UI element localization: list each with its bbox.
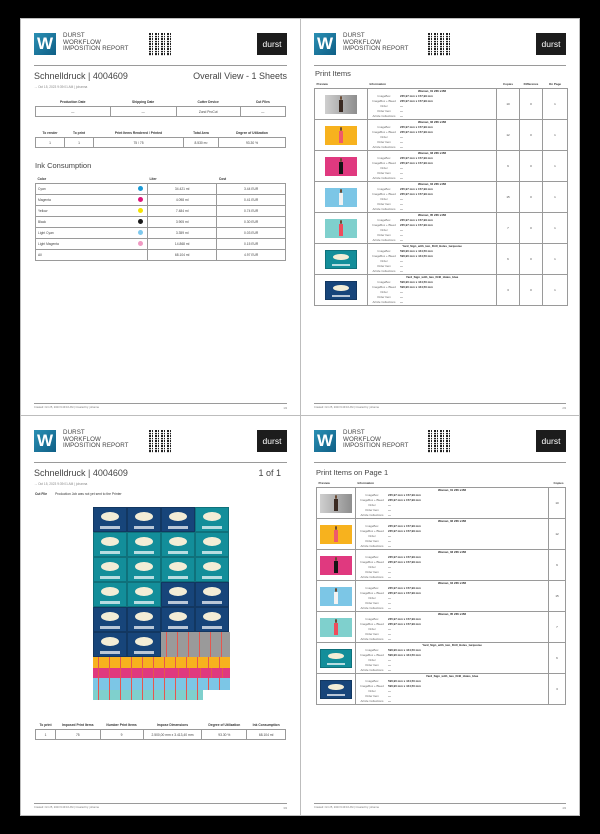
report-page-items-on-page (300, 415, 580, 816)
light-cyan-swatch-icon (138, 230, 143, 235)
report-page-overview (20, 18, 301, 416)
page-title: Print Items (315, 69, 351, 78)
woman-photo-thumbnail (320, 494, 352, 513)
page-footer: Created: Oct 25, 2023 9:49:16 AM | Created by: johanna 2/3 (314, 403, 566, 409)
cut-file-row: Cut File Production Job was not yet sent to the Printer (35, 492, 122, 496)
durst-logo: durst (257, 33, 287, 55)
print-items-on-page-table: Preview Information Copies Woman_01 236 x158 ImageBox 235,97 mm x 157,99 mm ImageBox + Bleed 235,97 mm x 157,99 mm Order — Order Item — Article Collections — 10 Woman_02 236 x158 ImageBox 235,97 mm x 157,99 mm ImageBox + Bleed 235,97 mm x 157,99 mm Order — Order Item — Article Collections — 12 Woman_03 236 x158 ImageBox 235,97 mm x 157,99 mm ImageBox + Bleed 235,97 mm x 157,99 mm Order — Order Item — Article Collections — 9 Woman_04 236 x158 ImageBox 235,97 mm x 157,99 mm ImageBox + Bleed 235,97 mm x 157,99 mm Order — Order Item — Article Collections — 15 Woman_05 236 x158 ImageBox 235,97 mm x 157,99 mm ImageBox + Bleed 235,97 mm x 157,99 mm Order — Order Item — Article Collections — 7 Yard_Sign_with_two_Drill_Holes_turquoise ImageBox 596,90 mm x 444,50 mm ImageBox + Bleed 596,90 mm x 444,50 mm Order — Order Item — Article Collections — 6 Yard_Sign_with_two_Drill_Holes_blue ImageBox 596,90 mm x 444,50 mm ImageBox + Bleed 596,90 mm x 444,50 mm Order — Order Item — Article Collections — 3 (318, 481, 564, 703)
header-divider (314, 462, 566, 463)
print-item-row: Woman_02 236 x158 ImageBox 235,97 mm x 157,99 mm ImageBox + Bleed 235,97 mm x 157,99 mm Order — Order Item — Article Collections — 12 0 1 (315, 120, 568, 151)
page-title: Schnelldruck | 4004609 Overall View - 1 Sheets (34, 71, 287, 81)
brand-text: DURST WORKFLOW IMPOSITION REPORT (343, 32, 409, 53)
print-item-row: Woman_04 236 x158 ImageBox 235,97 mm x 157,99 mm ImageBox + Bleed 235,97 mm x 157,99 mm Order — Order Item — Article Collections — 15 (317, 581, 566, 612)
print-item-row: Woman_05 236 x158 ImageBox 235,97 mm x 157,99 mm ImageBox + Bleed 235,97 mm x 157,99 mm Order — Order Item — Article Collections — 7 0 1 (315, 213, 568, 244)
item-information: Woman_02 236 x158 ImageBox 235,97 mm x 157,99 mm ImageBox + Bleed 235,97 mm x 157,99 mm Order — Order Item — Article Collections — (356, 519, 549, 550)
report-header (34, 430, 287, 458)
print-item-row: Woman_01 236 x158 ImageBox 235,97 mm x 157,99 mm ImageBox + Bleed 235,97 mm x 157,99 mm Order — Order Item — Article Collections — 10 0 1 (315, 89, 568, 120)
item-information: Woman_04 236 x158 ImageBox 235,97 mm x 157,99 mm ImageBox + Bleed 235,97 mm x 157,99 mm Order — Order Item — Article Collections — (368, 182, 497, 213)
item-information: Yard_Sign_with_two_Drill_Holes_turquoise ImageBox 596,90 mm x 444,50 mm ImageBox + Bleed 596,90 mm x 444,50 mm Order — Order Item — Article Collections — (356, 643, 549, 674)
page-title: Schnelldruck | 4004609 1 of 1 (34, 468, 281, 478)
ink-row: Light Magenta 14.868 ml 0.15 EUR (36, 239, 286, 250)
workflow-logo-icon: W (34, 430, 56, 452)
item-information: Yard_Sign_with_two_Drill_Holes_blue ImageBox 596,90 mm x 444,50 mm ImageBox + Bleed 596,90 mm x 444,50 mm Order — Order Item — Article Collections — (368, 275, 497, 306)
print-item-row: Yard_Sign_with_two_Drill_Holes_turquoise ImageBox 596,90 mm x 444,50 mm ImageBox + Bleed 596,90 mm x 444,50 mm Order — Order Item — Article Collections — 6 0 1 (315, 244, 568, 275)
ink-table: Color Liter Cost Cyan 34.421 ml 3.44 EUR Magenta 4.098 ml 0.41 EUR Yellow 7.484 ml 0.74 EUR Black 3.905 ml 0.30 EUR Light Cyan 3.359 ml 0.03 EUR Light Magenta 14.868 ml 0.15 EUR All 68.104 ml 4.97 EUR (35, 175, 286, 261)
ink-consumption-title: Ink Consumption (35, 161, 92, 170)
report-header (314, 33, 566, 61)
report-header (314, 430, 566, 458)
woman-photo-thumbnail (320, 525, 352, 544)
woman-photo-thumbnail (320, 556, 352, 575)
item-information: Woman_01 236 x158 ImageBox 235,97 mm x 157,99 mm ImageBox + Bleed 235,97 mm x 157,99 mm Order — Order Item — Article Collections — (368, 89, 497, 120)
job-meta: → Oct 15, 2023 9:39:01 AM | johanna (34, 482, 88, 486)
print-item-row: Woman_03 236 x158 ImageBox 235,97 mm x 157,99 mm ImageBox + Bleed 235,97 mm x 157,99 mm Order — Order Item — Article Collections — 9 0 1 (315, 151, 568, 182)
header-divider (34, 462, 287, 463)
item-information: Yard_Sign_with_two_Drill_Holes_blue ImageBox 596,90 mm x 444,50 mm ImageBox + Bleed 596,90 mm x 444,50 mm Order — Order Item — Article Collections — (356, 674, 549, 705)
item-information: Woman_01 236 x158 ImageBox 235,97 mm x 157,99 mm ImageBox + Bleed 235,97 mm x 157,99 mm Order — Order Item — Article Collections — (356, 488, 549, 519)
magenta-swatch-icon (138, 197, 143, 202)
black-swatch-icon (138, 219, 143, 224)
qr-code-icon (149, 33, 172, 56)
qr-code-icon (428, 33, 451, 56)
cyan-swatch-icon (138, 186, 143, 191)
workflow-logo-icon: W (34, 33, 56, 55)
item-information: Woman_05 236 x158 ImageBox 235,97 mm x 157,99 mm ImageBox + Bleed 235,97 mm x 157,99 mm Order — Order Item — Article Collections — (368, 213, 497, 244)
page-footer: Created: Oct 25, 2023 9:49:16 AM | Created by: johanna 4/3 (314, 803, 566, 809)
woman-photo-thumbnail (325, 188, 357, 207)
ink-row: Cyan 34.421 ml 3.44 EUR (36, 184, 286, 195)
brand-text: DURST WORKFLOW IMPOSITION REPORT (343, 429, 409, 450)
ink-row-total: All 68.104 ml 4.97 EUR (36, 250, 286, 261)
woman-photo-thumbnail (325, 126, 357, 145)
ink-row: Magenta 4.098 ml 0.41 EUR (36, 195, 286, 206)
print-items-table: Preview Information Copies Difference On Page Woman_01 236 x158 ImageBox 235,97 mm x 157,99 mm ImageBox + Bleed 235,97 mm x 157,99 mm Order — Order Item — Article Collections — 10 0 1 Woman_02 236 x158 ImageBox 235,97 mm x 157,99 mm ImageBox + Bleed 235,97 mm x 157,99 mm Order — Order Item — Article Collections — 12 0 1 Woman_03 236 x158 ImageBox 235,97 mm x 157,99 mm ImageBox + Bleed 235,97 mm x 157,99 mm Order — Order Item — Article Collections — 9 0 1 Woman_04 236 x158 ImageBox 235,97 mm x 157,99 mm ImageBox + Bleed 235,97 mm x 157,99 mm Order — Order Item — Article Collections — 15 0 1 Woman_05 236 x158 ImageBox 235,97 mm x 157,99 mm ImageBox + Bleed 235,97 mm x 157,99 mm Order — Order Item — Article Collections — 7 0 1 Yard_Sign_with_two_Drill_Holes_turquoise ImageBox 596,90 mm x 444,50 mm ImageBox + Bleed 596,90 mm x 444,50 mm Order — Order Item — Article Collections — 6 0 1 Yard_Sign_with_two_Drill_Holes_blue ImageBox 596,90 mm x 444,50 mm ImageBox + Bleed 596,90 mm x 444,50 mm Order — Order Item — Article Collections — 3 0 1 (314, 80, 568, 306)
report-page-print-items (300, 18, 580, 416)
ink-row: Black 3.905 ml 0.30 EUR (36, 217, 286, 228)
report-page-sheet-view (20, 415, 301, 816)
imposition-sheet-preview (93, 507, 230, 715)
sheet-summary-table: To print Imposed Print Items Number Print Items Impose Dimensions Degree of Utilization Ink Consumption 1 75 9 2.500,00 mm x 3.413,40 mm 93.30 % 68.104 ml (35, 721, 286, 740)
job-meta: → Oct 15, 2023 9:39:01 AM | johanna (34, 85, 88, 89)
item-information: Woman_03 236 x158 ImageBox 235,97 mm x 157,99 mm ImageBox + Bleed 235,97 mm x 157,99 mm Order — Order Item — Article Collections — (356, 550, 549, 581)
summary-table-1: Production Date Shipping Date Cutter Device Cut Files — — Zund ProCut — (35, 98, 286, 117)
ink-row: Yellow 7.484 ml 0.74 EUR (36, 206, 286, 217)
durst-logo: durst (536, 430, 566, 452)
yard-sign-thumbnail (325, 281, 357, 300)
report-header (34, 33, 287, 61)
print-item-row: Woman_04 236 x158 ImageBox 235,97 mm x 157,99 mm ImageBox + Bleed 235,97 mm x 157,99 mm Order — Order Item — Article Collections — 15 0 1 (315, 182, 568, 213)
print-item-row: Yard_Sign_with_two_Drill_Holes_blue ImageBox 596,90 mm x 444,50 mm ImageBox + Bleed 596,90 mm x 444,50 mm Order — Order Item — Article Collections — 3 (317, 674, 566, 705)
durst-logo: durst (536, 33, 566, 55)
woman-photo-thumbnail (320, 587, 352, 606)
yellow-swatch-icon (138, 208, 143, 213)
brand-text: DURST WORKFLOW IMPOSITION REPORT (63, 32, 129, 53)
print-item-row: Woman_03 236 x158 ImageBox 235,97 mm x 157,99 mm ImageBox + Bleed 235,97 mm x 157,99 mm Order — Order Item — Article Collections — 9 (317, 550, 566, 581)
woman-photo-thumbnail (325, 95, 357, 114)
yard-sign-thumbnail (320, 649, 352, 668)
woman-photo-thumbnail (320, 618, 352, 637)
ink-row: Light Cyan 3.359 ml 0.03 EUR (36, 228, 286, 239)
summary-table-2: To render To print Print Items Rendered / Printed Total Area Degree of Utilization 1 1 75 / 75 8.530 m² 93.30 % (35, 129, 286, 148)
brand-text: DURST WORKFLOW IMPOSITION REPORT (63, 429, 129, 450)
light-magenta-swatch-icon (138, 241, 143, 246)
workflow-logo-icon: W (314, 430, 336, 452)
qr-code-icon (428, 430, 451, 453)
yard-sign-thumbnail (325, 250, 357, 269)
page-title: Print Items on Page 1 (316, 468, 389, 477)
item-information: Woman_04 236 x158 ImageBox 235,97 mm x 157,99 mm ImageBox + Bleed 235,97 mm x 157,99 mm Order — Order Item — Article Collections — (356, 581, 549, 612)
header-divider (314, 65, 566, 66)
page-footer: Created: Oct 25, 2023 9:49:16 AM | Created by: johanna 3/3 (34, 803, 287, 809)
item-information: Woman_03 236 x158 ImageBox 235,97 mm x 157,99 mm ImageBox + Bleed 235,97 mm x 157,99 mm Order — Order Item — Article Collections — (368, 151, 497, 182)
workflow-logo-icon: W (314, 33, 336, 55)
yard-sign-thumbnail (320, 680, 352, 699)
qr-code-icon (149, 430, 172, 453)
item-information: Yard_Sign_with_two_Drill_Holes_turquoise ImageBox 596,90 mm x 444,50 mm ImageBox + Bleed 596,90 mm x 444,50 mm Order — Order Item — Article Collections — (368, 244, 497, 275)
item-information: Woman_02 236 x158 ImageBox 235,97 mm x 157,99 mm ImageBox + Bleed 235,97 mm x 157,99 mm Order — Order Item — Article Collections — (368, 120, 497, 151)
print-item-row: Yard_Sign_with_two_Drill_Holes_turquoise ImageBox 596,90 mm x 444,50 mm ImageBox + Bleed 596,90 mm x 444,50 mm Order — Order Item — Article Collections — 6 (317, 643, 566, 674)
print-item-row: Woman_01 236 x158 ImageBox 235,97 mm x 157,99 mm ImageBox + Bleed 235,97 mm x 157,99 mm Order — Order Item — Article Collections — 10 (317, 488, 566, 519)
print-item-row: Woman_05 236 x158 ImageBox 235,97 mm x 157,99 mm ImageBox + Bleed 235,97 mm x 157,99 mm Order — Order Item — Article Collections — 7 (317, 612, 566, 643)
durst-logo: durst (257, 430, 287, 452)
header-divider (34, 65, 287, 66)
woman-photo-thumbnail (325, 219, 357, 238)
woman-photo-thumbnail (325, 157, 357, 176)
item-information: Woman_05 236 x158 ImageBox 235,97 mm x 157,99 mm ImageBox + Bleed 235,97 mm x 157,99 mm Order — Order Item — Article Collections — (356, 612, 549, 643)
page-footer: Created: Oct 25, 2023 9:49:16 AM | Created by: johanna 1/3 (34, 403, 287, 409)
print-item-row: Woman_02 236 x158 ImageBox 235,97 mm x 157,99 mm ImageBox + Bleed 235,97 mm x 157,99 mm Order — Order Item — Article Collections — 12 (317, 519, 566, 550)
print-item-row: Yard_Sign_with_two_Drill_Holes_blue ImageBox 596,90 mm x 444,50 mm ImageBox + Bleed 596,90 mm x 444,50 mm Order — Order Item — Article Collections — 3 0 1 (315, 275, 568, 306)
